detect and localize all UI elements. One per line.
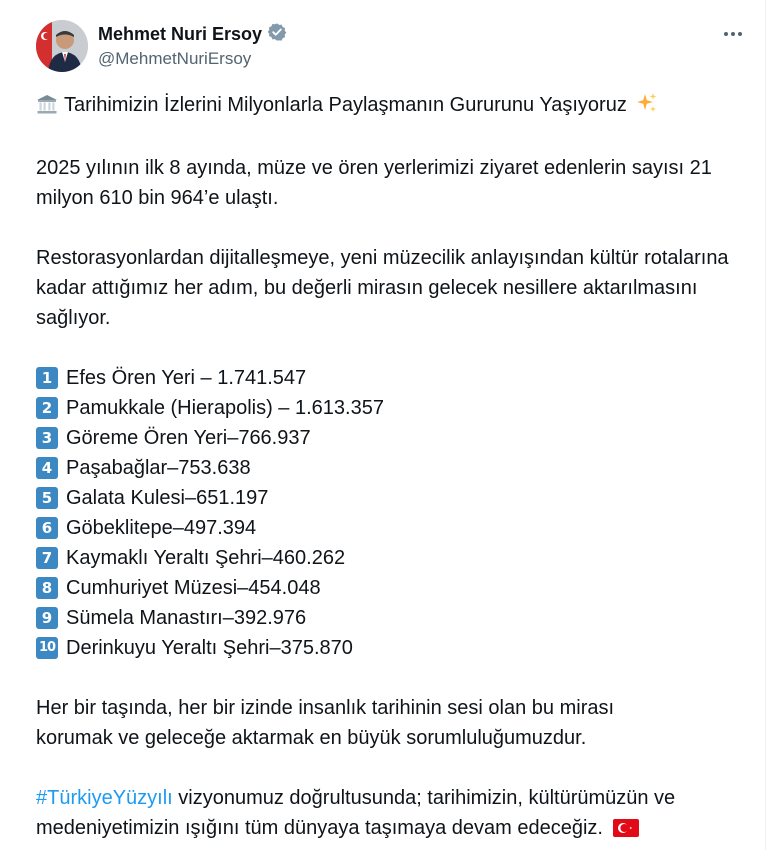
tweet-paragraph-1: 2025 yılının ilk 8 ayında, müze ve ören yerlerimizi ziyaret edenlerin sayısı 21 milyon 610 bin 964’e ulaştı. [36,157,712,209]
verified-badge-icon [267,22,287,47]
author-handle[interactable]: @MehmetNuriErsoy [98,49,252,68]
list-item [36,393,748,423]
list-item-text: Sümela Manastırı–392.976 [66,607,307,629]
keycap-9-icon: 9 [36,607,58,629]
list-item [36,603,748,633]
keycap-3-icon: 3 [36,427,58,449]
keycap-2-icon: 2 [36,397,58,419]
list-item-text: Göbeklitepe–497.394 [66,517,257,539]
list-item-text: Efes Ören Yeri – 1.741.547 [66,367,307,389]
list-item-text: Göreme Ören Yeri–766.937 [66,427,311,449]
tweet-headline: Tarihimizin İzlerini Milyonlarla Paylaşmanın Gururunu Yaşıyoruz [64,94,627,116]
avatar[interactable] [36,20,88,72]
scrollbar-track[interactable] [766,0,783,850]
more-options-icon [723,31,743,37]
tweet-headline-line [36,90,748,123]
tweet-header [36,18,748,74]
list-item [36,363,748,393]
tweet-body [36,90,748,846]
display-name[interactable]: Mehmet Nuri Ersoy [98,23,263,44]
tweet-paragraph-4-text: vizyonumuz doğrultusunda; tarihimizin, kültürümüzün ve medeniyetimizin ışığını tüm dünyaya taşımaya devam edeceğiz. [36,787,676,839]
list-item [36,453,748,483]
keycap-5-icon: 5 [36,487,58,509]
list-item-text: Derinkuyu Yeraltı Şehri–375.870 [66,637,353,659]
list-item [36,483,748,513]
list-item [36,573,748,603]
classical-building-emoji [36,93,58,123]
keycap-4-icon: 4 [36,457,58,479]
tweet-paragraph-2: Restorasyonlardan dijitalleşmeye, yeni müzecilik anlayışından kültür rotalarına kadar attığımız her adım, bu değerli mirasın gelecek nesillere aktarılmasını sağlıyor. [36,247,729,329]
keycap-6-icon: 6 [36,517,58,539]
list-item-text: Galata Kulesi–651.197 [66,487,269,509]
sparkles-emoji [636,92,658,123]
list-item [36,543,748,573]
display-name-row [98,22,287,46]
turkey-flag-emoji [613,816,639,846]
tweet-paragraph-4 [36,783,748,846]
avatar-portrait-icon [36,20,88,72]
author-names [98,22,287,69]
keycap-8-icon: 8 [36,577,58,599]
list-item-text: Pamukkale (Hierapolis) – 1.613.357 [66,397,384,419]
tweet-paragraph-3: Her bir taşında, her bir izinde insanlık tarihinin sesi olan bu mirası korumak ve geleceğe aktarmak en büyük sorumluluğumuzdur. [36,697,615,749]
keycap-1-icon: 1 [36,367,58,389]
list-item-text: Kaymaklı Yeraltı Şehri–460.262 [66,547,346,569]
keycap-7-icon: 7 [36,547,58,569]
hashtag-link[interactable]: #TürkiyeYüzyılı [36,787,173,809]
list-item-text: Cumhuriyet Müzesi–454.048 [66,577,321,599]
keycap-10-icon: 10 [36,637,58,659]
more-options-button[interactable] [718,22,748,46]
list-item [36,633,748,663]
list-item-text: Paşabağlar–753.638 [66,457,251,479]
ranking-list [36,363,748,663]
list-item [36,513,748,543]
list-item [36,423,748,453]
